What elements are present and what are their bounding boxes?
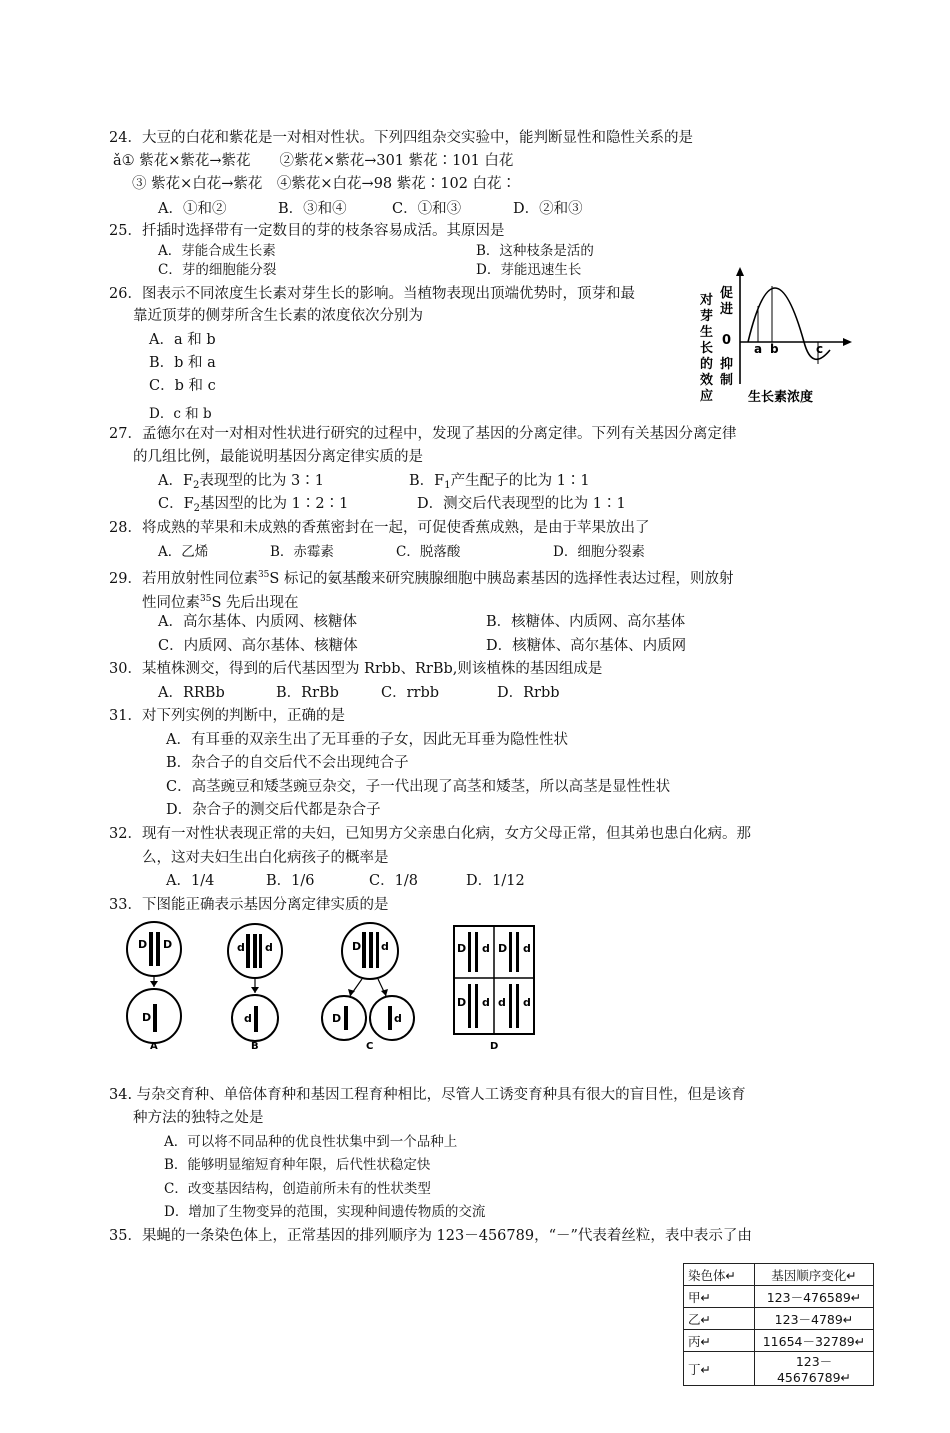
q31-option-d: D．杂合子的测交后代都是杂合子 xyxy=(166,802,381,818)
q33-stem: 33．下图能正确表示基因分离定律实质的是 xyxy=(109,897,389,913)
table-cell: 乙↵ xyxy=(684,1308,755,1330)
q32-stem-line2: 么，这对夫妇生出白化病孩子的概率是 xyxy=(142,850,389,866)
diagram-label-b: B xyxy=(251,1041,259,1052)
q27-option-b: B．$F_1$产生配子的比为 1∶1 xyxy=(409,473,590,491)
diagram-b-arrowhead xyxy=(251,987,259,993)
diagram-label-a: A xyxy=(150,1041,158,1052)
diagram-d-chromosome xyxy=(516,984,519,1028)
diagram-b-chromatid xyxy=(253,934,257,968)
gene-d: d xyxy=(265,941,273,954)
q34-option-c: C．改变基因结构，创造前所未有的性状类型 xyxy=(164,1181,431,1197)
diagram-d-chromosome xyxy=(516,932,519,972)
q28-stem: 28．将成熟的苹果和未成熟的香蕉密封在一起，可促使香蕉成熟，是由于苹果放出了 xyxy=(109,520,650,536)
graph-y-label-6: 效 xyxy=(700,373,714,388)
q26-option-d: D．c 和 b xyxy=(149,406,212,422)
graph-y-label-5: 的 xyxy=(700,357,714,372)
q25-option-c: C．芽的细胞能分裂 xyxy=(158,262,277,278)
table-header-chromosome: 染色体↵ xyxy=(684,1264,755,1286)
q30-stem: 30．某植株测交，得到的后代基因型为 Rrbb、RrBb,则该植株的基因组成是 xyxy=(109,661,603,677)
q30-option-a: A．RRBb xyxy=(158,685,225,701)
diagram-d-chromosome xyxy=(468,984,471,1028)
diagram-d-chromosome xyxy=(475,932,478,972)
graph-y-label-7: 应 xyxy=(700,389,714,404)
q25-option-b: B．这种枝条是活的 xyxy=(476,243,594,259)
diagram-c-chromatid xyxy=(362,932,366,968)
q30-option-b: B．RrBb xyxy=(276,685,339,701)
q34-option-d: D．增加了生物变异的范围，实现种间遗传物质的交流 xyxy=(164,1204,486,1220)
q34-option-b: B．能够明显缩短育种年限，后代性状稳定快 xyxy=(164,1157,431,1173)
q32-option-b: B．1/6 xyxy=(266,873,315,889)
q24-line2: ③ 紫花×白花→紫花 ④紫花×白花→98 紫花∶102 白花∶ xyxy=(132,176,517,192)
gene-D: D xyxy=(332,1012,342,1025)
table-cell: 123－4789↵ xyxy=(755,1308,874,1330)
gene-D: D xyxy=(163,938,173,951)
gene-d: d xyxy=(244,1012,252,1025)
graph-zero: 0 xyxy=(722,333,732,348)
q28-option-a: A．乙烯 xyxy=(158,544,209,560)
gene-D: D xyxy=(352,940,362,953)
q29-option-a: A．高尔基体、内质网、核糖体 xyxy=(158,614,357,630)
q24-option-d: D．②和③ xyxy=(513,201,583,217)
table-row xyxy=(684,1352,874,1386)
table-header-gene-order: 基因顺序变化↵ xyxy=(755,1264,874,1286)
graph-mark-c: c xyxy=(816,342,824,356)
q26-stem-line1: 26．图表示不同浓度生长素对芽生长的影响。当植物表现出顶端优势时，顶芽和最 xyxy=(109,286,635,302)
diagram-d-chromosome xyxy=(475,984,478,1028)
diagram-c-chromatid xyxy=(376,932,379,968)
q27-stem-line1: 27．孟德尔在对一对相对性状进行研究的过程中，发现了基因的分离定律。下列有关基因分离定律 xyxy=(109,426,737,442)
q32-option-a: A．1/4 xyxy=(166,873,215,889)
diagram-a-arrowhead xyxy=(150,981,158,987)
q34-stem-line1: 34. 与杂交育种、单倍体育种和基因工程育种相比，尽管人工诱变育种具有很大的盲目性，但是该育 xyxy=(109,1087,746,1103)
q29-stem-line1: 29．若用放射性同位素$^{35}$S 标记的氨基酸来研究胰腺细胞中胰岛素基因的选择性表达过程，则放射 xyxy=(109,570,734,587)
table-cell: 123－476589↵ xyxy=(755,1286,874,1308)
gene-d: d xyxy=(237,941,245,954)
table-cell: 123－45676789↵ xyxy=(755,1352,874,1386)
table-cell: 11654－32789↵ xyxy=(755,1330,874,1352)
q32-stem-line1: 32．现有一对性状表现正常的夫妇，已知男方父亲患白化病，女方父母正常，但其弟也患白化病。那 xyxy=(109,826,751,842)
auxin-effect-graph xyxy=(690,264,860,412)
graph-y-label-4: 长 xyxy=(700,341,714,356)
diagram-label-d: D xyxy=(490,1041,499,1052)
gene-D: D xyxy=(138,938,148,951)
gene-d: d xyxy=(482,942,490,955)
gene-D: D xyxy=(457,996,467,1009)
gene-segregation-diagrams xyxy=(118,918,558,1056)
graph-mark-b: b xyxy=(770,342,779,356)
q27-option-c: C．$F_2$基因型的比为 1∶2∶1 xyxy=(158,496,349,514)
gene-d: d xyxy=(381,940,389,953)
q32-option-c: C．1/8 xyxy=(369,873,418,889)
gene-d: d xyxy=(523,942,531,955)
gene-D: D xyxy=(498,942,508,955)
table-cell: 丙↵ xyxy=(684,1330,755,1352)
q31-option-a: A．有耳垂的双亲生出了无耳垂的子女，因此无耳垂为隐性性状 xyxy=(166,732,568,748)
table-header-row xyxy=(684,1264,874,1286)
graph-y-label-2: 芽 xyxy=(700,309,714,324)
q25-option-d: D．芽能迅速生长 xyxy=(476,262,582,278)
gene-D: D xyxy=(142,1011,152,1024)
q28-option-b: B．赤霉素 xyxy=(270,544,334,560)
graph-y-label-1: 对 xyxy=(700,293,714,308)
q28-option-c: C．脱落酸 xyxy=(396,544,461,560)
diagram-a-chromatid xyxy=(149,932,153,966)
q34-option-a: A．可以将不同品种的优良性状集中到一个品种上 xyxy=(164,1134,458,1150)
graph-y-label-3: 生 xyxy=(700,325,714,340)
table-cell: 甲↵ xyxy=(684,1286,755,1308)
diagram-d-chromosome xyxy=(509,932,512,972)
diagram-a-parent-cell xyxy=(127,922,181,976)
diagram-a-daughter-chromosome xyxy=(153,1004,157,1032)
graph-x-label: 生长素浓度 xyxy=(748,390,814,405)
gene-D: D xyxy=(457,942,467,955)
q26-option-b: B．b 和 a xyxy=(149,355,216,371)
q30-option-c: C．rrbb xyxy=(381,685,440,701)
q31-stem: 31．对下列实例的判断中，正确的是 xyxy=(109,708,345,724)
gene-d: d xyxy=(523,996,531,1009)
graph-inhibit-2: 制 xyxy=(720,373,734,388)
graph-inhibit-1: 抑 xyxy=(720,357,734,372)
table-row xyxy=(684,1308,874,1330)
graph-mark-a: a xyxy=(754,342,763,356)
q26-stem-line2: 靠近顶芽的侧芽所含生长素的浓度依次分别为 xyxy=(133,308,423,324)
q27-stem-line2: 的几组比例，最能说明基因分离定律实质的是 xyxy=(133,449,423,465)
q29-option-d: D．核糖体、高尔基体、内质网 xyxy=(486,638,687,654)
q26-option-c: C．b 和 c xyxy=(149,378,216,394)
graph-x-arrow xyxy=(843,338,852,346)
q30-option-d: D．Rrbb xyxy=(497,685,560,701)
q29-option-b: B．核糖体、内质网、高尔基体 xyxy=(486,614,686,630)
table-row xyxy=(684,1330,874,1352)
graph-promote-1: 促 xyxy=(720,286,734,301)
diagram-label-c: C xyxy=(366,1041,374,1052)
q26-option-a: A．a 和 b xyxy=(149,332,216,348)
diagram-b-daughter-chromosome xyxy=(254,1006,258,1032)
q27-option-d: D．测交后代表现型的比为 1∶1 xyxy=(417,496,626,512)
graph-promote-2: 进 xyxy=(720,302,734,317)
table-cell: 丁↵ xyxy=(684,1352,755,1386)
q24-option-a: A．①和② xyxy=(158,201,227,217)
diagram-c-right-chromosome xyxy=(388,1006,392,1030)
diagram-a-chromatid xyxy=(156,932,160,966)
q35-stem: 35．果蝇的一条染色体上，正常基因的排列顺序为 123－456789，“－”代表着丝粒，表中表示了由 xyxy=(109,1228,752,1244)
q24-stem: 24．大豆的白花和紫花是一对相对性状。下列四组杂交实验中，能判断显性和隐性关系的是 xyxy=(109,130,693,146)
q29-option-c: C．内质网、高尔基体、核糖体 xyxy=(158,638,358,654)
diagram-b-chromatid xyxy=(259,934,262,968)
gene-d: d xyxy=(482,996,490,1009)
diagram-d-chromosome xyxy=(468,932,471,972)
diagram-c-left-chromosome xyxy=(344,1006,348,1030)
graph-y-arrow xyxy=(736,267,744,276)
q25-option-a: A．芽能合成生长素 xyxy=(158,243,276,259)
q24-option-b: B．③和④ xyxy=(278,201,347,217)
q32-option-d: D．1/12 xyxy=(466,873,525,889)
q24-option-c: C．①和③ xyxy=(392,201,462,217)
q25-stem: 25．扦插时选择带有一定数目的芽的枝条容易成活。其原因是 xyxy=(109,223,505,239)
q28-option-d: D．细胞分裂素 xyxy=(553,544,645,560)
q24-line1: ǎ① 紫花×紫花→紫花 ②紫花×紫花→301 紫花∶101 白花 xyxy=(113,153,514,169)
diagram-c-chromatid xyxy=(369,932,373,968)
gene-d: d xyxy=(498,996,506,1009)
diagram-c-arrowhead-right xyxy=(381,989,388,996)
table-row xyxy=(684,1286,874,1308)
diagram-b-chromatid xyxy=(246,934,250,968)
q31-option-b: B．杂合子的自交后代不会出现纯合子 xyxy=(166,755,409,771)
q31-option-c: C．高茎豌豆和矮茎豌豆杂交，子一代出现了高茎和矮茎，所以高茎是显性性状 xyxy=(166,779,671,795)
diagram-d-chromosome xyxy=(509,984,512,1028)
q34-stem-line2: 种方法的独特之处是 xyxy=(133,1110,264,1126)
gene-order-table xyxy=(683,1263,874,1386)
q27-option-a: A．$F_2$表现型的比为 3∶1 xyxy=(158,473,324,491)
q29-stem-line2: 性同位素$^{35}$S 先后出现在 xyxy=(142,594,299,611)
gene-d: d xyxy=(394,1012,402,1025)
